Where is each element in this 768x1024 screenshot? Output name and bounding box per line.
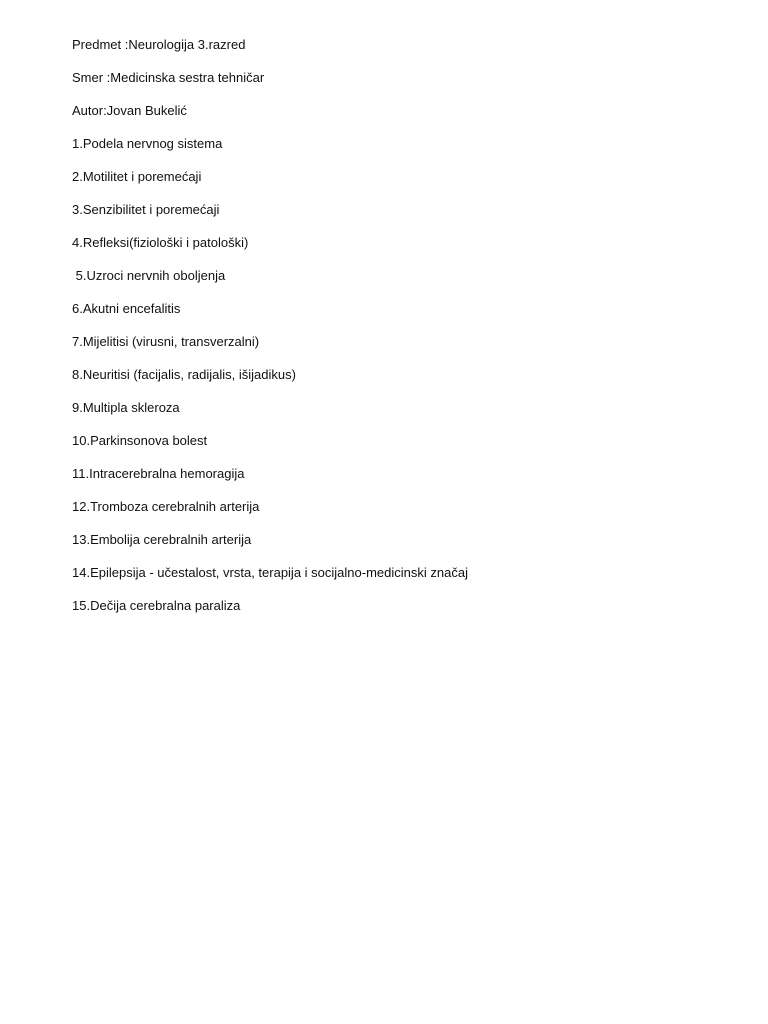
list-item: 9.Multipla skleroza (72, 400, 180, 415)
author-line: Autor:Jovan Bukelić (72, 103, 187, 118)
list-item: 10.Parkinsonova bolest (72, 433, 208, 448)
list-item: 15.Dečija cerebralna paraliza (72, 598, 241, 613)
list-item: 12.Tromboza cerebralnih arterija (72, 499, 260, 514)
list-item: 5.Uzroci nervnih oboljenja (72, 268, 226, 283)
list-item: 1.Podela nervnog sistema (72, 136, 223, 151)
list-item: 2.Motilitet i poremećaji (72, 169, 202, 184)
document-page (72, 36, 712, 630)
list-item: 13.Embolija cerebralnih arterija (72, 532, 252, 547)
list-item: 6.Akutni encefalitis (72, 301, 181, 316)
subject-line: Predmet :Neurologija 3.razred (72, 37, 246, 52)
list-item: 8.Neuritisi (facijalis, radijalis, išijadikus) (72, 367, 296, 382)
list-item: 7.Mijelitisi (virusni, transverzalni) (72, 334, 260, 349)
list-item: 14.Epilepsija - učestalost, vrsta, terapija i socijalno-medicinski značaj (72, 565, 468, 580)
list-item: 4.Refleksi(fiziološki i patološki) (72, 235, 249, 250)
track-line: Smer :Medicinska sestra tehničar (72, 70, 265, 85)
list-item: 11.Intracerebralna hemoragija (72, 466, 245, 481)
list-item: 3.Senzibilitet i poremećaji (72, 202, 220, 217)
